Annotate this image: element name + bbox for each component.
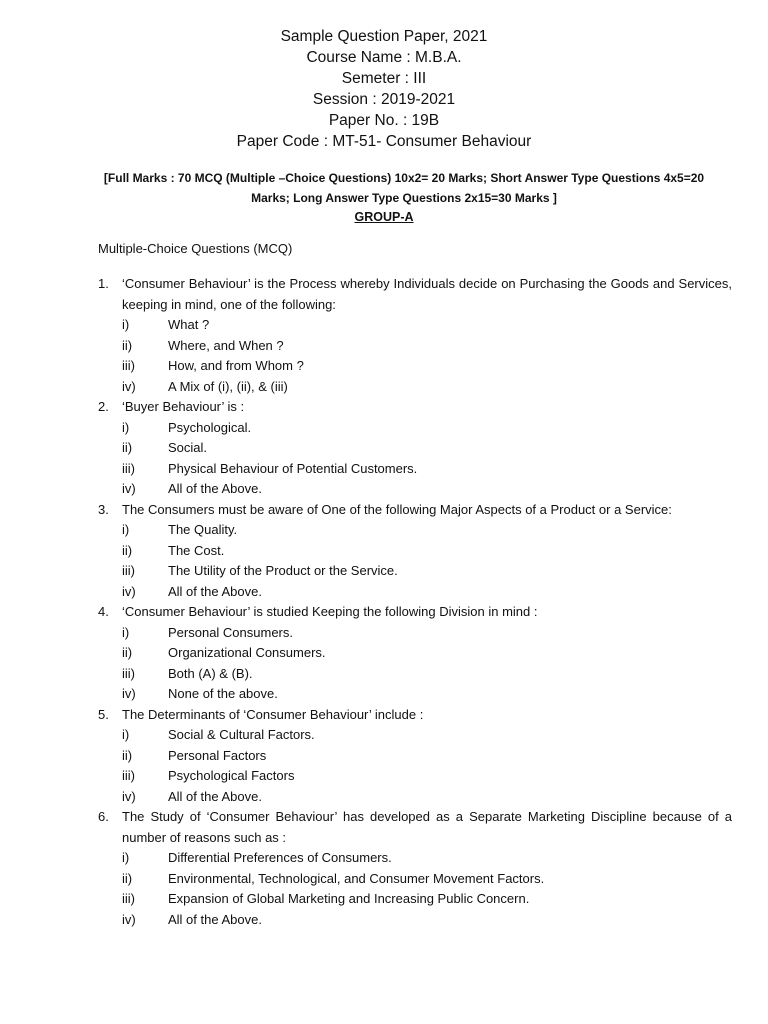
- option-label: iv): [122, 686, 136, 701]
- question-list: [98, 274, 732, 930]
- option-text: Organizational Consumers.: [168, 645, 326, 660]
- option-text: Social.: [168, 440, 208, 455]
- question-text: The Study of ‘Consumer Behaviour’ has developed as a Separate Marketing Discipline because of a number of reasons such as :: [122, 809, 732, 845]
- option-text: Where, and When ?: [168, 337, 284, 353]
- option-label: iv): [122, 481, 136, 496]
- option-item: [122, 520, 732, 541]
- option-label: iii): [122, 891, 135, 906]
- question-item: [98, 397, 732, 500]
- option-label: iv): [122, 378, 136, 394]
- paper-number: Paper No. : 19B: [328, 112, 440, 129]
- question-text: ‘Consumer Behaviour’ is the Process whereby Individuals decide on Purchasing the Goods and Services, keeping in mind, one of the following:: [122, 276, 732, 312]
- option-text: Differential Preferences of Consumers.: [168, 850, 392, 865]
- option-text: What ?: [168, 317, 210, 332]
- option-item: [122, 766, 732, 787]
- paper-header: [0, 26, 768, 152]
- option-item: [122, 438, 732, 459]
- option-text: A Mix of (i), (ii), & (iii): [168, 378, 288, 394]
- option-label: i): [122, 419, 130, 435]
- option-text: Psychological.: [168, 419, 252, 435]
- option-item: [122, 356, 732, 377]
- option-item: [122, 418, 732, 439]
- question-item: [98, 500, 732, 603]
- option-text: All of the Above.: [168, 788, 262, 804]
- option-item: [122, 541, 732, 562]
- option-item: [122, 623, 732, 644]
- option-label: iii): [122, 768, 135, 783]
- group-title: GROUP-A: [354, 210, 414, 224]
- question-item: [98, 602, 732, 705]
- option-item: [122, 664, 732, 685]
- question-text: ‘Buyer Behaviour’ is :: [122, 399, 245, 414]
- option-item: [122, 869, 732, 890]
- question-item: [98, 705, 732, 808]
- question-text: The Determinants of ‘Consumer Behaviour’ include :: [122, 706, 424, 722]
- paper-title: Sample Question Paper, 2021: [280, 28, 488, 45]
- question-text: ‘Consumer Behaviour’ is studied Keeping the following Division in mind :: [122, 604, 538, 619]
- option-label: ii): [122, 542, 133, 558]
- option-text: All of the Above.: [168, 583, 262, 599]
- option-label: i): [122, 850, 130, 865]
- question-number: 5.: [98, 706, 109, 722]
- option-text: The Quality.: [168, 522, 238, 537]
- option-text: Psychological Factors: [168, 768, 295, 783]
- option-label: i): [122, 624, 130, 640]
- option-text: All of the Above.: [168, 911, 262, 927]
- option-item: [122, 377, 732, 398]
- option-text: Social & Cultural Factors.: [168, 727, 315, 742]
- option-text: Environmental, Technological, and Consumer Movement Factors.: [168, 870, 545, 886]
- question-item: [98, 274, 732, 397]
- option-item: [122, 910, 732, 931]
- section-heading: Multiple-Choice Questions (MCQ): [98, 241, 293, 256]
- option-text: All of the Above.: [168, 481, 262, 496]
- option-label: iv): [122, 788, 136, 804]
- option-label: iii): [122, 563, 135, 578]
- option-item: [122, 889, 732, 910]
- question-number: 6.: [98, 809, 109, 824]
- option-text: The Cost.: [168, 542, 225, 558]
- option-item: [122, 725, 732, 746]
- option-text: None of the above.: [168, 686, 278, 701]
- option-text: Personal Factors: [168, 747, 267, 763]
- course-name: Course Name : M.B.A.: [306, 49, 462, 66]
- option-label: iii): [122, 665, 135, 681]
- option-text: Personal Consumers.: [168, 624, 293, 640]
- option-text: Expansion of Global Marketing and Increasing Public Concern.: [168, 891, 530, 906]
- option-item: [122, 848, 732, 869]
- option-item: [122, 561, 732, 582]
- option-text: Both (A) & (B).: [168, 665, 253, 681]
- question-item: [98, 807, 732, 930]
- semester: Semeter : III: [341, 70, 427, 87]
- option-label: iv): [122, 911, 136, 927]
- option-label: ii): [122, 645, 133, 660]
- question-number: 2.: [98, 399, 109, 414]
- marks-distribution: [80, 168, 728, 208]
- option-label: ii): [122, 440, 133, 455]
- option-text: The Utility of the Product or the Service.: [168, 563, 398, 578]
- option-label: iii): [122, 358, 135, 373]
- option-label: ii): [122, 337, 133, 353]
- question-text: The Consumers must be aware of One of the following Major Aspects of a Product or a Service:: [122, 501, 672, 517]
- option-item: [122, 746, 732, 767]
- question-number: 3.: [98, 501, 109, 517]
- option-label: ii): [122, 747, 133, 763]
- option-item: [122, 336, 732, 357]
- marks-line-2: Marks; Long Answer Type Questions 2x15=30 Marks ]: [251, 191, 557, 205]
- option-text: How, and from Whom ?: [168, 358, 304, 373]
- question-number: 4.: [98, 604, 109, 619]
- option-label: i): [122, 727, 130, 742]
- option-item: [122, 582, 732, 603]
- paper-code: Paper Code : MT-51- Consumer Behaviour: [236, 133, 532, 150]
- option-item: [122, 643, 732, 664]
- option-item: [122, 684, 732, 705]
- option-item: [122, 787, 732, 808]
- option-item: [122, 315, 732, 336]
- session: Session : 2019-2021: [312, 91, 456, 108]
- question-number: 1.: [98, 276, 109, 291]
- option-item: [122, 479, 732, 500]
- option-label: iv): [122, 583, 136, 599]
- option-label: iii): [122, 460, 135, 476]
- option-label: i): [122, 522, 130, 537]
- marks-line-1: [Full Marks : 70 MCQ (Multiple –Choice Questions) 10x2= 20 Marks; Short Answer Type Questions 4x5=20: [103, 171, 705, 185]
- option-text: Physical Behaviour of Potential Customers.: [168, 460, 418, 476]
- option-item: [122, 459, 732, 480]
- option-label: i): [122, 317, 130, 332]
- option-label: ii): [122, 870, 133, 886]
